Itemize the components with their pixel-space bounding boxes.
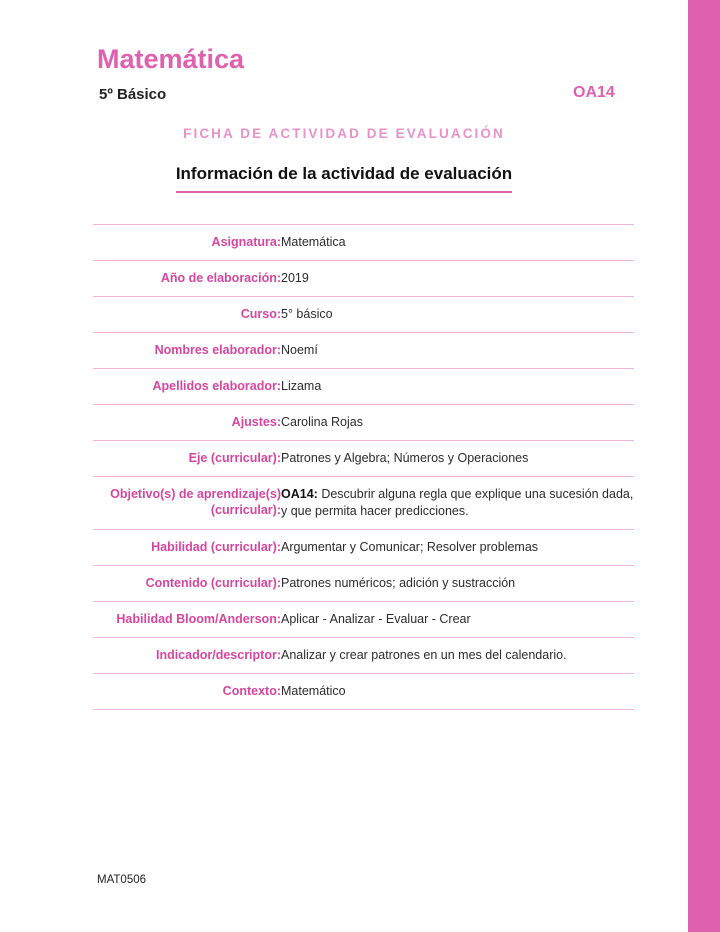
row-label: Curso: xyxy=(240,307,281,321)
row-label: Año de elaboración: xyxy=(160,271,281,285)
table-row xyxy=(93,441,634,477)
row-label: Habilidad Bloom/Anderson: xyxy=(116,612,281,626)
row-label: Asignatura: xyxy=(211,235,281,249)
row-value: Patrones y Algebra; Números y Operaciones xyxy=(281,451,529,465)
row-label: Contenido (curricular): xyxy=(145,576,281,590)
row-value: Matemática xyxy=(281,235,346,249)
grade-level: 5º Básico xyxy=(99,86,167,103)
table-row xyxy=(93,405,634,441)
row-value: Aplicar - Analizar - Evaluar - Crear xyxy=(281,612,471,626)
table-row xyxy=(93,638,634,674)
row-value-objective xyxy=(281,477,634,530)
table-row xyxy=(93,566,634,602)
row-label: Apellidos elaborador: xyxy=(152,379,281,393)
row-value: Lizama xyxy=(281,379,322,393)
table-row xyxy=(93,602,634,638)
row-value: Noemí xyxy=(281,343,318,357)
oa-code-badge: OA14 xyxy=(573,84,615,101)
row-label: Objetivo(s) de aprendizaje(s) (curricular): xyxy=(110,487,281,517)
row-label: Contexto: xyxy=(222,684,281,698)
table-row xyxy=(93,225,634,261)
table-row xyxy=(93,477,634,530)
row-label: Eje (curricular): xyxy=(188,451,281,465)
section-title-wrapper xyxy=(0,164,688,193)
table-row xyxy=(93,261,634,297)
row-value: Patrones numéricos; adición y sustracción xyxy=(281,576,516,590)
row-value: Analizar y crear patrones en un mes del calendario. xyxy=(281,648,567,662)
table-row xyxy=(93,297,634,333)
table-row xyxy=(93,333,634,369)
row-value: Argumentar y Comunicar; Resolver problemas xyxy=(281,540,539,554)
row-label: Ajustes: xyxy=(231,415,281,429)
row-label: Indicador/descriptor: xyxy=(155,648,281,662)
row-value: Matemático xyxy=(281,684,346,698)
activity-info-table xyxy=(93,224,634,710)
sheet-type-label: FICHA DE ACTIVIDAD DE EVALUACIÓN xyxy=(183,126,505,141)
table-row xyxy=(93,674,634,710)
objective-code: OA14: xyxy=(281,487,318,501)
objective-text: Descubrir alguna regla que explique una sucesión dada, y que permita hacer predicciones. xyxy=(281,487,634,518)
row-value: 2019 xyxy=(281,271,309,285)
document-code: MAT0506 xyxy=(97,874,147,886)
decorative-right-bar xyxy=(688,0,720,932)
subject-title: Matemática xyxy=(97,44,245,74)
table-row xyxy=(93,530,634,566)
row-label: Habilidad (curricular): xyxy=(151,540,281,554)
page-title: Información de la actividad de evaluación xyxy=(176,164,512,193)
row-label: Nombres elaborador: xyxy=(154,343,281,357)
row-value: 5° básico xyxy=(281,307,333,321)
row-value: Carolina Rojas xyxy=(281,415,363,429)
table-row xyxy=(93,369,634,405)
